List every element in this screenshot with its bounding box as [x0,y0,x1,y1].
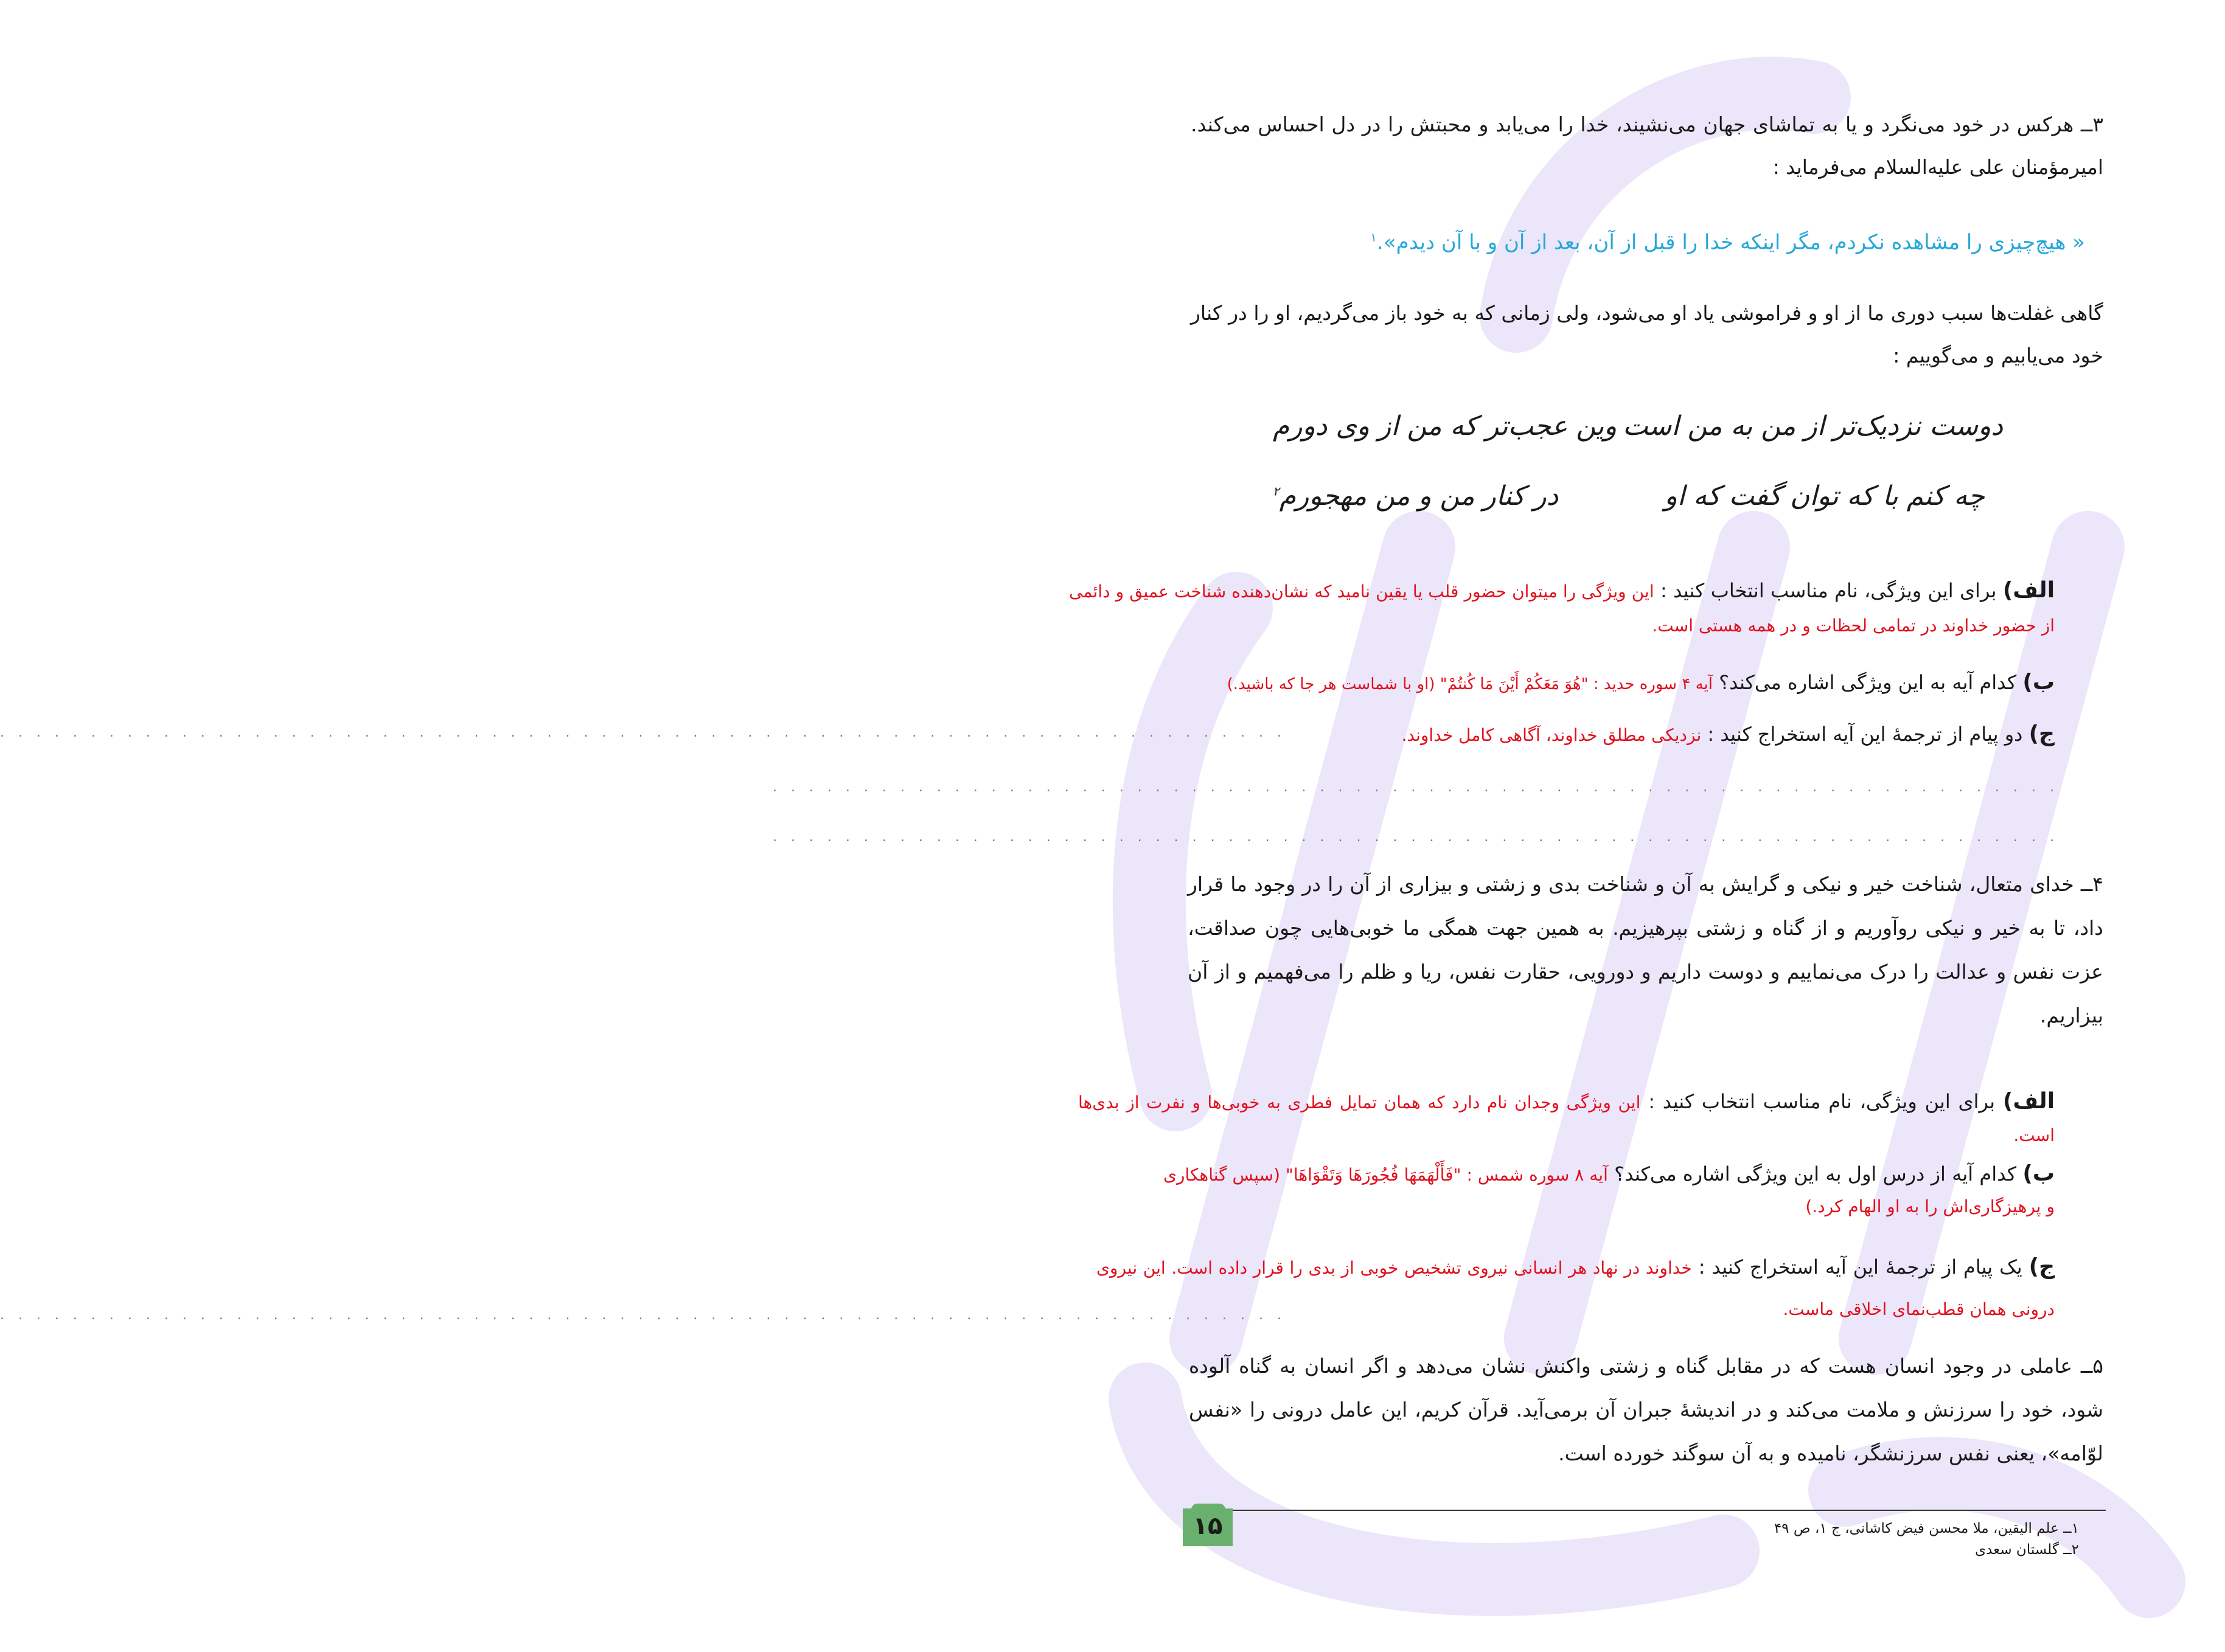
question-4-alef [1078,1086,2055,1151]
question-label: ج) [2028,1254,2055,1279]
quote-line [1191,220,2085,259]
question-label: ب) [2022,1161,2055,1186]
footnote-2: ۲ــ گلستان سعدی [1975,1542,2079,1558]
question-text: برای این ویژگی، نام مناسب انتخاب کنید : [1648,1090,1996,1113]
dotted-line: . . . . . . . . . . . . . . . . . . . . . . . . . . . . . . . . . . . . . . . . . . . . . . . . . . . . . . . . . . . . . . . . . . . . . . . [772,780,2059,795]
answer-text[interactable]: آیه ۴ سوره حدید : "هُوَ مَعَکُمْ أَیْنَ مَا کُنتُمْ" (او با شماست هر جا که باشید.) [1227,675,1713,693]
dotted-line: . . . . . . . . . . . . . . . . . . . . . . . . . . . . . . . . . . . . . . . . . . . . . . . . . . . . . . . . . . . . . . . . . . . . . . . [772,830,2059,845]
paragraph-5: ۵ــ عاملی در وجود انسان هست که در مقابل گناه و زشتی واکنش نشان می‌دهد و اگر انسان به گناه آلوده شود، خود را سرزنش و ملامت می‌کند و در اندیشهٔ جبران آن برمی‌آید. قرآن کریم، این عامل درونی را «نفس لوّامه»، یعنی نفس سرزنشگر، نامیده و به آن سوگند خورده است. [1189,1354,2103,1465]
poem-line2-left [1273,481,1558,512]
page-number: ۱۵ [1193,1512,1223,1540]
quote-text: « هیچ‌چیزی را مشاهده نکردم، مگر اینکه خدا را قبل از آن، بعد از آن و با آن دیدم». [1376,230,2085,255]
answer-text[interactable]: آیه ۸ سوره شمس : "فَأَلْهَمَهَا فُجُورَهَا وَتَقْوَاهَا" (سپس گناهکاری و پرهیزگاری‌اش را به او الهام کرد.) [1163,1165,2055,1216]
question-text: کدام آیه از درس اول به این ویژگی اشاره می‌کند؟ [1614,1162,2017,1185]
question-text: برای این ویژگی، نام مناسب انتخاب کنید : [1660,579,1997,602]
paragraph-4: ۴ــ خدای متعال، شناخت خیر و نیکی و گرایش به آن و شناخت بدی و زشتی و بیزاری از آن را در وجود ما قرار داد، تا به خیر و نیکی روآوریم و از گناه و زشتی بپرهیزیم. به همین جهت همگی ما خوبی‌هایی چون صداقت، عزت نفس و عدالت را درک می‌نماییم و دوست داریم و دورویی، حقارت نفس، ریا و ظلم را می‌فهمیم و از آن بیزاریم. [1188,872,2103,1027]
paragraph-3-continued: گاهی غفلت‌ها سبب دوری ما از او و فراموشی یاد او می‌شود، ولی زمانی که به خود باز می‌گردیم، او را در کنار خود می‌یابیم و می‌گوییم : [1191,301,2103,367]
answer-text[interactable]: نزدیکی مطلق خداوند، آگاهی کامل خداوند. [1401,725,1702,745]
poem-line1-right: دوست نزدیک‌تر از من به من است [1623,411,2003,442]
poem-line2-right: چه کنم با که توان گفت که او [1664,481,1985,512]
question-label: ج) [2028,721,2055,746]
question-text: کدام آیه به این ویژگی اشاره می‌کند؟ [1719,671,2017,694]
question-label: الف) [2002,1089,2055,1114]
answer-text[interactable]: این ویژگی وجدان نام دارد که همان تمایل فطری به خوبی‌ها و نفرت از بدی‌ها است. [1078,1092,2055,1145]
dotted-line: . . . . . . . . . . . . . . . . . . . . . . . . . . . . . . . . . . . . . . . . . . . . . . . . . . . . . . . . . . . . . . . . . . . . . . . [0,1308,1286,1323]
footnote-divider [1183,1510,2106,1511]
dotted-line: . . . . . . . . . . . . . . . . . . . . . . . . . . . . . . . . . . . . . . . . . . . . . . . . . . . . . . . . . . . . . . . . . . . . . . . [0,725,1286,740]
answer-text[interactable]: این ویژگی را میتوان حضور قلب یا یقین نامید که نشان‌دهنده شناخت عمیق و دائمی از حضور خداوند در تمامی لحظات و در همه هستی است. [1069,581,2055,636]
footnote-ref-1: ۱ [1370,230,1377,245]
footnote-ref-2: ۲ [1273,484,1280,499]
question-4-be [1163,1159,2055,1222]
answer-text[interactable]: خداوند در نهاد هر انسانی نیروی تشخیص خوبی از بدی را قرار داده است. این نیروی درونی همان قطب‌نمای اخلاقی ماست. [1096,1258,2055,1319]
paragraph-3: ۳ــ هرکس در خود می‌نگرد و یا به تماشای جهان می‌نشیند، خدا را می‌یابد و محبتش را در دل احساس می‌کند. امیرمؤمنان علی علیه‌السلام می‌فرماید : [1191,113,2103,179]
question-label: ب) [2022,670,2055,695]
poem-line1-left: وین عجب‌تر که من از وی دورم [1273,411,1617,442]
question-text: یک پیام از ترجمهٔ این آیه استخراج کنید : [1698,1255,2022,1279]
question-label: الف) [2002,578,2055,603]
question-3-jim [0,718,2055,752]
question-3-be [1066,666,2055,701]
question-text: دو پیام از ترجمهٔ این آیه استخراج کنید : [1707,723,2023,746]
question-3-alef [1069,574,2055,642]
footnote-1: ۱ــ علم الیقین، ملا محسن فیض کاشانی، ج ۱، ص ۴۹ [1774,1521,2079,1536]
poem-line2-left-text: در کنار من و من مهجورم [1279,481,1559,512]
